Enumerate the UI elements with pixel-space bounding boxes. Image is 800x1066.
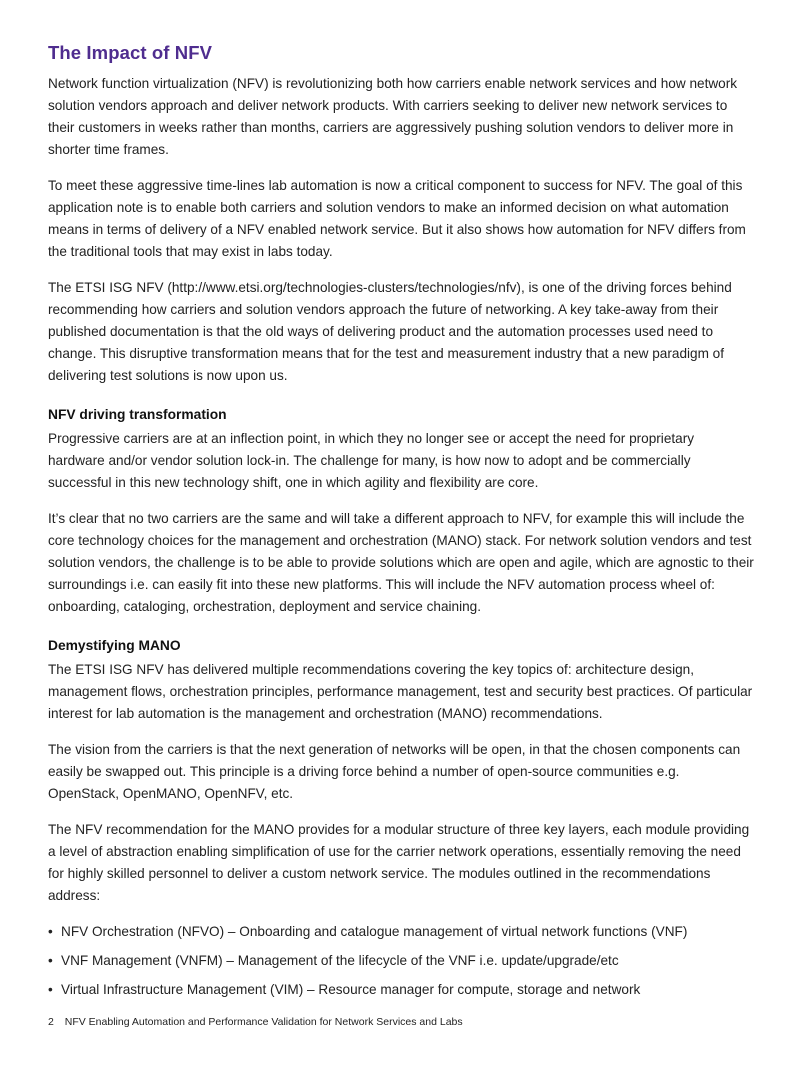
document-page: [48, 42, 754, 1008]
list-item: • VNF Management (VNFM) – Management of the lifecycle of the VNF i.e. update/upgrade/etc: [48, 950, 754, 972]
section-heading-demystifying-mano: Demystifying MANO: [48, 638, 181, 653]
section1-paragraph-1: Progressive carriers are at an inflection point, in which they no longer see or accept the need for proprietary hardware and/or vendor solution lock-in. The challenge for many, is how now to adopt and be commercially successful in this new technology shift, one in which agility and flexibility are core.: [48, 431, 695, 490]
list-item: • Virtual Infrastructure Management (VIM) – Resource manager for compute, storage and network: [48, 979, 754, 1001]
list-item: • NFV Orchestration (NFVO) – Onboarding and catalogue management of virtual network functions (VNF): [48, 921, 754, 943]
page-number: 2: [48, 1016, 54, 1028]
mano-modules-list: [48, 921, 754, 1001]
section2-paragraph-2: The vision from the carriers is that the next generation of networks will be open, in that the chosen components can easily be swapped out. This principle is a driving force behind a number of open-source communities e.g. OpenStack, OpenMANO, OpenNFV, etc.: [48, 742, 741, 801]
section-heading-nfv-transformation: NFV driving transformation: [48, 407, 227, 422]
page-title: The Impact of NFV: [48, 42, 213, 63]
intro-paragraph-2: To meet these aggressive time-lines lab automation is now a critical component to success for NFV. The goal of this application note is to enable both carriers and solution vendors to make an informed decision on what automation means in terms of delivery of a NFV enabled network service. But it also shows how automation for NFV differs from the traditional tools that may exist in labs today.: [48, 178, 746, 259]
section2-paragraph-3: The NFV recommendation for the MANO provides for a modular structure of three key layers, each module providing a level of abstraction enabling simplification of use for the carrier network operations, essentially removing the need for highly skilled personnel to deliver a custom network service. The modules outlined in the recommendations address:: [48, 822, 750, 903]
intro-paragraph-3: The ETSI ISG NFV (http://www.etsi.org/technologies-clusters/technologies/nfv), is one of the driving forces behind recommending how carriers and solution vendors approach the future of networking. A key take-away from their published documentation is that the old ways of delivering product and the automation processes used need to change. This disruptive transformation means that for the test and measurement industry that a new paradigm of delivering test solutions is now upon us.: [48, 280, 732, 383]
page-footer: [48, 1016, 463, 1028]
section2-paragraph-1: The ETSI ISG NFV has delivered multiple recommendations covering the key topics of: architecture design, management flows, orchestration principles, performance management, test and security best practices. Of particular interest for lab automation is the management and orchestration (MANO) recommendations.: [48, 662, 753, 721]
section1-paragraph-2: It’s clear that no two carriers are the same and will take a different approach to NFV, for example this will include the core technology choices for the management and orchestration (MANO) stack. For network solution vendors and test solution vendors, the challenge is to be able to provide solutions which are open and agile, which are agnostic to their surroundings i.e. can easily fit into these new platforms. This will include the NFV automation process wheel of: onboarding, cataloging, orchestration, deployment and service chaining.: [48, 511, 754, 614]
intro-paragraph-1: Network function virtualization (NFV) is revolutionizing both how carriers enable network services and how network solution vendors approach and deliver network products. With carriers seeking to deliver new network services to their customers in weeks rather than months, carriers are aggressively pushing solution vendors to deliver more in shorter time frames.: [48, 76, 738, 157]
footer-doc-title: NFV Enabling Automation and Performance Validation for Network Services and Labs: [64, 1016, 463, 1028]
